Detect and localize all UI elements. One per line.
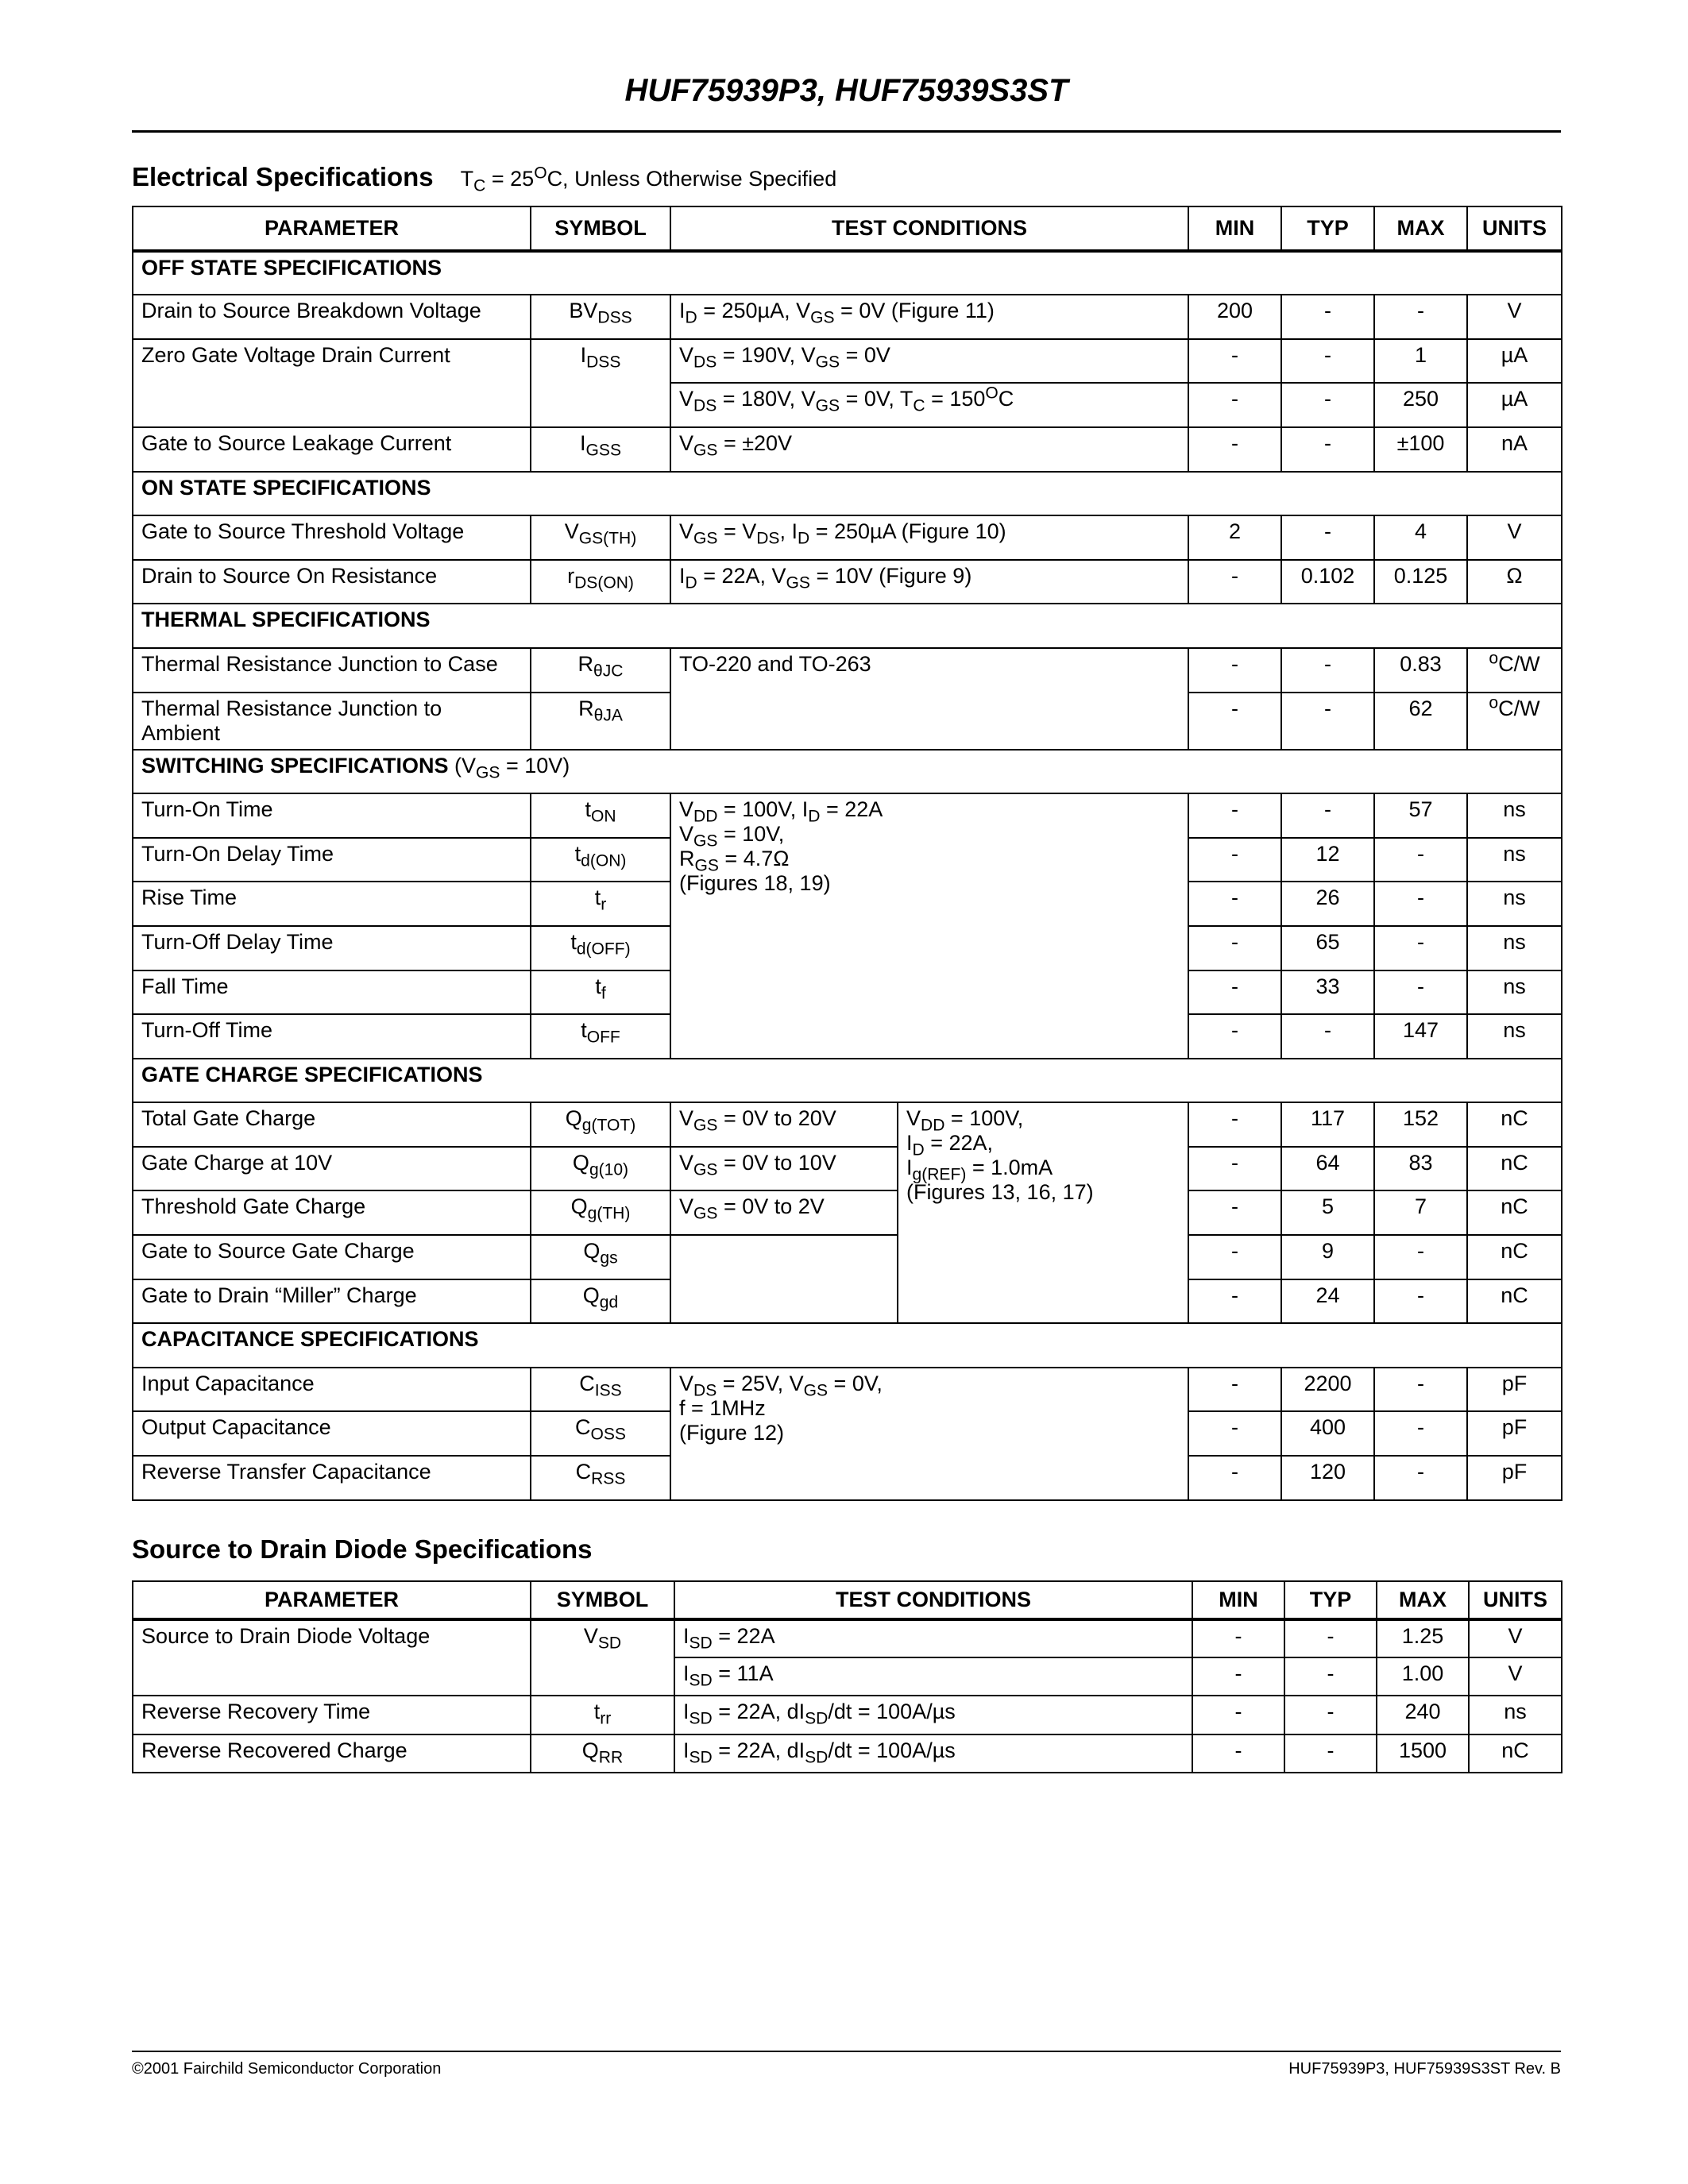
- symbol-cell: $C_{OSS}$: [531, 1411, 670, 1456]
- symbol-cell: $t_{ON}$: [531, 793, 670, 838]
- units-cell: pF: [1467, 1368, 1562, 1412]
- min-cell: -: [1192, 1696, 1284, 1734]
- units-cell: µA: [1467, 339, 1562, 384]
- min-cell: -: [1188, 1456, 1281, 1500]
- typ-cell: 26: [1281, 882, 1374, 926]
- table-row: [133, 1368, 1562, 1412]
- units-cell: V: [1469, 1619, 1562, 1657]
- table-row: [133, 295, 1562, 339]
- typ-cell: -: [1281, 793, 1374, 838]
- footer-revision: HUF75939P3, HUF75939S3ST Rev. B: [1288, 2060, 1561, 2078]
- max-cell: ±100: [1374, 427, 1467, 472]
- typ-cell: 64: [1281, 1147, 1374, 1191]
- typ-cell: 120: [1281, 1456, 1374, 1500]
- min-cell: -: [1188, 1147, 1281, 1191]
- symbol-cell: $I_{DSS}$: [531, 339, 670, 427]
- column-header-parameter: PARAMETER: [133, 1581, 531, 1619]
- min-cell: -: [1188, 560, 1281, 604]
- min-cell: -: [1188, 838, 1281, 882]
- typ-cell: -: [1281, 339, 1374, 384]
- param-cell: Gate to Source Leakage Current: [133, 427, 531, 472]
- param-cell: Reverse Recovered Charge: [133, 1734, 531, 1773]
- table-row: [133, 1696, 1562, 1734]
- max-cell: -: [1374, 1279, 1467, 1324]
- min-cell: -: [1192, 1619, 1284, 1657]
- table-header-row: [133, 1581, 1562, 1619]
- test-cell: TO-220 and TO-263: [670, 648, 1188, 750]
- max-cell: 0.125: [1374, 560, 1467, 604]
- param-cell: Drain to Source Breakdown Voltage: [133, 295, 531, 339]
- units-cell: nC: [1467, 1235, 1562, 1279]
- column-header-min: MIN: [1192, 1581, 1284, 1619]
- units-cell: V: [1467, 295, 1562, 339]
- table-row: [133, 1102, 1562, 1147]
- min-cell: -: [1192, 1657, 1284, 1696]
- column-header-units: UNITS: [1467, 206, 1562, 251]
- units-cell: Ω: [1467, 560, 1562, 604]
- min-cell: 2: [1188, 515, 1281, 560]
- min-cell: -: [1188, 1411, 1281, 1456]
- param-cell: Turn-On Delay Time: [133, 838, 531, 882]
- min-cell: -: [1188, 926, 1281, 970]
- symbol-cell: $V_{SD}$: [531, 1619, 674, 1696]
- page-title: HUF75939P3, HUF75939S3ST: [624, 73, 1068, 108]
- min-cell: -: [1188, 648, 1281, 693]
- units-cell: nC: [1467, 1147, 1562, 1191]
- typ-cell: 117: [1281, 1102, 1374, 1147]
- test-cell: $I_{SD} = 11A$: [674, 1657, 1192, 1696]
- symbol-cell: $t_r$: [531, 882, 670, 926]
- max-cell: 0.83: [1374, 648, 1467, 693]
- symbol-cell: $Q_{gd}$: [531, 1279, 670, 1324]
- table-row: [133, 1235, 1562, 1279]
- column-header-max: MAX: [1377, 1581, 1469, 1619]
- typ-cell: -: [1284, 1696, 1377, 1734]
- section-gate-charge: GATE CHARGE SPECIFICATIONS: [133, 1059, 1562, 1103]
- min-cell: -: [1188, 1190, 1281, 1235]
- max-cell: -: [1374, 926, 1467, 970]
- table-row: [133, 1147, 1562, 1191]
- electrical-specifications-heading: [132, 162, 837, 195]
- test-cell: $I_{SD} = 22A$: [674, 1619, 1192, 1657]
- units-cell: nA: [1467, 427, 1562, 472]
- min-cell: -: [1188, 693, 1281, 750]
- min-cell: -: [1188, 1014, 1281, 1059]
- test-cell: $V_{GS} = \pm 20V$: [670, 427, 1188, 472]
- units-cell: nC: [1469, 1734, 1562, 1773]
- diode-specifications-title: Source to Drain Diode Specifications: [132, 1534, 593, 1564]
- units-cell: nC: [1467, 1102, 1562, 1147]
- min-cell: 200: [1188, 295, 1281, 339]
- table-header-row: [133, 206, 1562, 251]
- units-cell: ns: [1467, 970, 1562, 1015]
- max-cell: 7: [1374, 1190, 1467, 1235]
- max-cell: -: [1374, 1456, 1467, 1500]
- symbol-cell: $Q_{RR}$: [531, 1734, 674, 1773]
- param-cell: Reverse Transfer Capacitance: [133, 1456, 531, 1500]
- table-row: [133, 560, 1562, 604]
- symbol-cell: $R_{\theta JA}$: [531, 693, 670, 750]
- units-cell: ns: [1469, 1696, 1562, 1734]
- test-cell: $I_D = 22A$, $V_{GS} = 10V$ (Figure 9): [670, 560, 1188, 604]
- table-row: [133, 793, 1562, 838]
- symbol-cell: $t_f$: [531, 970, 670, 1015]
- max-cell: 1500: [1377, 1734, 1469, 1773]
- typ-cell: -: [1281, 515, 1374, 560]
- test-cell: $I_{SD} = 22A$, $dI_{SD}/dt = 100A/\mu s$: [674, 1734, 1192, 1773]
- electrical-specifications-title: Electrical Specifications: [132, 162, 434, 191]
- units-cell: V: [1469, 1657, 1562, 1696]
- test-cell: $I_{SD} = 22A$, $dI_{SD}/dt = 100A/\mu s$: [674, 1696, 1192, 1734]
- units-cell: ns: [1467, 793, 1562, 838]
- max-cell: -: [1374, 882, 1467, 926]
- max-cell: 1.25: [1377, 1619, 1469, 1657]
- typ-cell: -: [1281, 295, 1374, 339]
- test-cell: $V_{GS} = 0V$ to 2V: [670, 1190, 898, 1235]
- min-cell: -: [1188, 339, 1281, 384]
- shared-test-cell: $V_{DD} = 100V$, $I_D = 22A$, $I_{g(REF)} = 1.0mA$ (Figures 13, 16, 17): [898, 1102, 1188, 1323]
- typ-cell: 24: [1281, 1279, 1374, 1324]
- symbol-cell: $Q_{g(TOT)}$: [531, 1102, 670, 1147]
- table-row: [133, 427, 1562, 472]
- param-cell: Gate Charge at 10V: [133, 1147, 531, 1191]
- typ-cell: -: [1284, 1734, 1377, 1773]
- units-cell: ns: [1467, 926, 1562, 970]
- param-cell: Turn-Off Delay Time: [133, 926, 531, 970]
- test-cell: $V_{DD} = 100V$, $I_D = 22A$ $V_{GS} = 10V$, $R_{GS} = 4.7\Omega$ (Figures 18, 19): [670, 793, 1188, 1059]
- param-cell: Reverse Recovery Time: [133, 1696, 531, 1734]
- param-cell: Zero Gate Voltage Drain Current: [133, 339, 531, 427]
- table-row: [133, 1190, 1562, 1235]
- footer-rule: [132, 2051, 1561, 2052]
- min-cell: -: [1188, 427, 1281, 472]
- units-cell: ns: [1467, 882, 1562, 926]
- symbol-cell: $t_{d(ON)}$: [531, 838, 670, 882]
- units-cell: V: [1467, 515, 1562, 560]
- param-cell: Total Gate Charge: [133, 1102, 531, 1147]
- typ-cell: 5: [1281, 1190, 1374, 1235]
- test-cell-empty: [670, 1235, 898, 1323]
- param-cell: Thermal Resistance Junction to Ambient: [133, 693, 531, 750]
- max-cell: -: [1374, 838, 1467, 882]
- column-header-test-conditions: TEST CONDITIONS: [670, 206, 1188, 251]
- typ-cell: -: [1284, 1619, 1377, 1657]
- max-cell: -: [1374, 1235, 1467, 1279]
- table-row: [133, 1619, 1562, 1657]
- param-cell: Source to Drain Diode Voltage: [133, 1619, 531, 1696]
- column-header-typ: TYP: [1284, 1581, 1377, 1619]
- section-thermal: THERMAL SPECIFICATIONS: [133, 604, 1562, 648]
- symbol-cell: $t_{rr}$: [531, 1696, 674, 1734]
- column-header-max: MAX: [1374, 206, 1467, 251]
- units-cell: $^o$C/W: [1467, 648, 1562, 693]
- max-cell: -: [1374, 295, 1467, 339]
- column-header-parameter: PARAMETER: [133, 206, 531, 251]
- symbol-cell: $C_{ISS}$: [531, 1368, 670, 1412]
- typ-cell: 12: [1281, 838, 1374, 882]
- symbol-cell: $Q_{g(TH)}$: [531, 1190, 670, 1235]
- units-cell: ns: [1467, 1014, 1562, 1059]
- units-cell: pF: [1467, 1456, 1562, 1500]
- test-cell: $V_{GS} = V_{DS}$, $I_D = 250\mu A$ (Figure 10): [670, 515, 1188, 560]
- column-header-units: UNITS: [1469, 1581, 1562, 1619]
- max-cell: -: [1374, 1411, 1467, 1456]
- typ-cell: 0.102: [1281, 560, 1374, 604]
- symbol-cell: $Q_{gs}$: [531, 1235, 670, 1279]
- max-cell: 250: [1374, 383, 1467, 427]
- column-header-min: MIN: [1188, 206, 1281, 251]
- symbol-cell: $BV_{DSS}$: [531, 295, 670, 339]
- units-cell: µA: [1467, 383, 1562, 427]
- typ-cell: 65: [1281, 926, 1374, 970]
- units-cell: nC: [1467, 1279, 1562, 1324]
- symbol-cell: $t_{OFF}$: [531, 1014, 670, 1059]
- typ-cell: 33: [1281, 970, 1374, 1015]
- typ-cell: 9: [1281, 1235, 1374, 1279]
- max-cell: 152: [1374, 1102, 1467, 1147]
- symbol-cell: $I_{GSS}$: [531, 427, 670, 472]
- min-cell: -: [1188, 970, 1281, 1015]
- min-cell: -: [1188, 1279, 1281, 1324]
- symbol-cell: $t_{d(OFF)}$: [531, 926, 670, 970]
- min-cell: -: [1192, 1734, 1284, 1773]
- table-row: [133, 339, 1562, 384]
- min-cell: -: [1188, 793, 1281, 838]
- table-row: [133, 648, 1562, 693]
- param-cell: Turn-On Time: [133, 793, 531, 838]
- column-header-test-conditions: TEST CONDITIONS: [674, 1581, 1192, 1619]
- table-row: [133, 515, 1562, 560]
- min-cell: -: [1188, 1102, 1281, 1147]
- typ-cell: -: [1281, 1014, 1374, 1059]
- param-cell: Rise Time: [133, 882, 531, 926]
- param-cell: Gate to Source Gate Charge: [133, 1235, 531, 1279]
- max-cell: -: [1374, 1368, 1467, 1412]
- diode-specifications-table: [132, 1580, 1562, 1773]
- max-cell: 62: [1374, 693, 1467, 750]
- test-cell: $V_{DS} = 180V$, $V_{GS} = 0V$, $T_C = 150^OC$: [670, 383, 1188, 427]
- min-cell: -: [1188, 1368, 1281, 1412]
- param-cell: Drain to Source On Resistance: [133, 560, 531, 604]
- param-cell: Threshold Gate Charge: [133, 1190, 531, 1235]
- param-cell: Input Capacitance: [133, 1368, 531, 1412]
- table-row: [133, 1734, 1562, 1773]
- typ-cell: 2200: [1281, 1368, 1374, 1412]
- typ-cell: -: [1281, 648, 1374, 693]
- min-cell: -: [1188, 383, 1281, 427]
- param-cell: Output Capacitance: [133, 1411, 531, 1456]
- column-header-typ: TYP: [1281, 206, 1374, 251]
- min-cell: -: [1188, 1235, 1281, 1279]
- section-switching: SWITCHING SPECIFICATIONS $(V_{GS} = 10V)$: [133, 750, 1562, 794]
- max-cell: 83: [1374, 1147, 1467, 1191]
- symbol-cell: $r_{DS(ON)}$: [531, 560, 670, 604]
- test-cell: $V_{DS} = 190V$, $V_{GS} = 0V$: [670, 339, 1188, 384]
- test-cell: $I_D = 250\mu A$, $V_{GS} = 0V$ (Figure 11): [670, 295, 1188, 339]
- min-cell: -: [1188, 882, 1281, 926]
- section-off-state: OFF STATE SPECIFICATIONS: [133, 251, 1562, 295]
- units-cell: pF: [1467, 1411, 1562, 1456]
- column-header-symbol: SYMBOL: [531, 206, 670, 251]
- symbol-cell: $V_{GS(TH)}$: [531, 515, 670, 560]
- typ-cell: -: [1281, 693, 1374, 750]
- param-cell: Gate to Source Threshold Voltage: [133, 515, 531, 560]
- section-on-state: ON STATE SPECIFICATIONS: [133, 472, 1562, 516]
- param-cell: Thermal Resistance Junction to Case: [133, 648, 531, 693]
- header-rule: [132, 130, 1561, 133]
- symbol-cell: $Q_{g(10)}$: [531, 1147, 670, 1191]
- typ-cell: -: [1284, 1657, 1377, 1696]
- max-cell: 240: [1377, 1696, 1469, 1734]
- max-cell: 1: [1374, 339, 1467, 384]
- units-cell: nC: [1467, 1190, 1562, 1235]
- column-header-symbol: SYMBOL: [531, 1581, 674, 1619]
- param-cell: Gate to Drain “Miller” Charge: [133, 1279, 531, 1324]
- section-capacitance: CAPACITANCE SPECIFICATIONS: [133, 1323, 1562, 1368]
- typ-cell: 400: [1281, 1411, 1374, 1456]
- test-cell: $V_{DS} = 25V$, $V_{GS} = 0V$, f = 1MHz (Figure 12): [670, 1368, 1188, 1500]
- test-cell: $V_{GS} = 0V$ to 20V: [670, 1102, 898, 1147]
- typ-cell: -: [1281, 383, 1374, 427]
- symbol-cell: $R_{\theta JC}$: [531, 648, 670, 693]
- max-cell: 1.00: [1377, 1657, 1469, 1696]
- param-cell: Turn-Off Time: [133, 1014, 531, 1059]
- units-cell: ns: [1467, 838, 1562, 882]
- max-cell: -: [1374, 970, 1467, 1015]
- max-cell: 147: [1374, 1014, 1467, 1059]
- max-cell: 4: [1374, 515, 1467, 560]
- symbol-cell: $C_{RSS}$: [531, 1456, 670, 1500]
- test-cell: $V_{GS} = 0V$ to 10V: [670, 1147, 898, 1191]
- param-cell: Fall Time: [133, 970, 531, 1015]
- units-cell: $^o$C/W: [1467, 693, 1562, 750]
- electrical-specifications-condition: $T_C = 25^OC$, Unless Otherwise Specified: [460, 164, 837, 195]
- electrical-specifications-table: [132, 206, 1562, 1501]
- max-cell: 57: [1374, 793, 1467, 838]
- typ-cell: -: [1281, 427, 1374, 472]
- footer-copyright: ©2001 Fairchild Semiconductor Corporation: [132, 2060, 442, 2078]
